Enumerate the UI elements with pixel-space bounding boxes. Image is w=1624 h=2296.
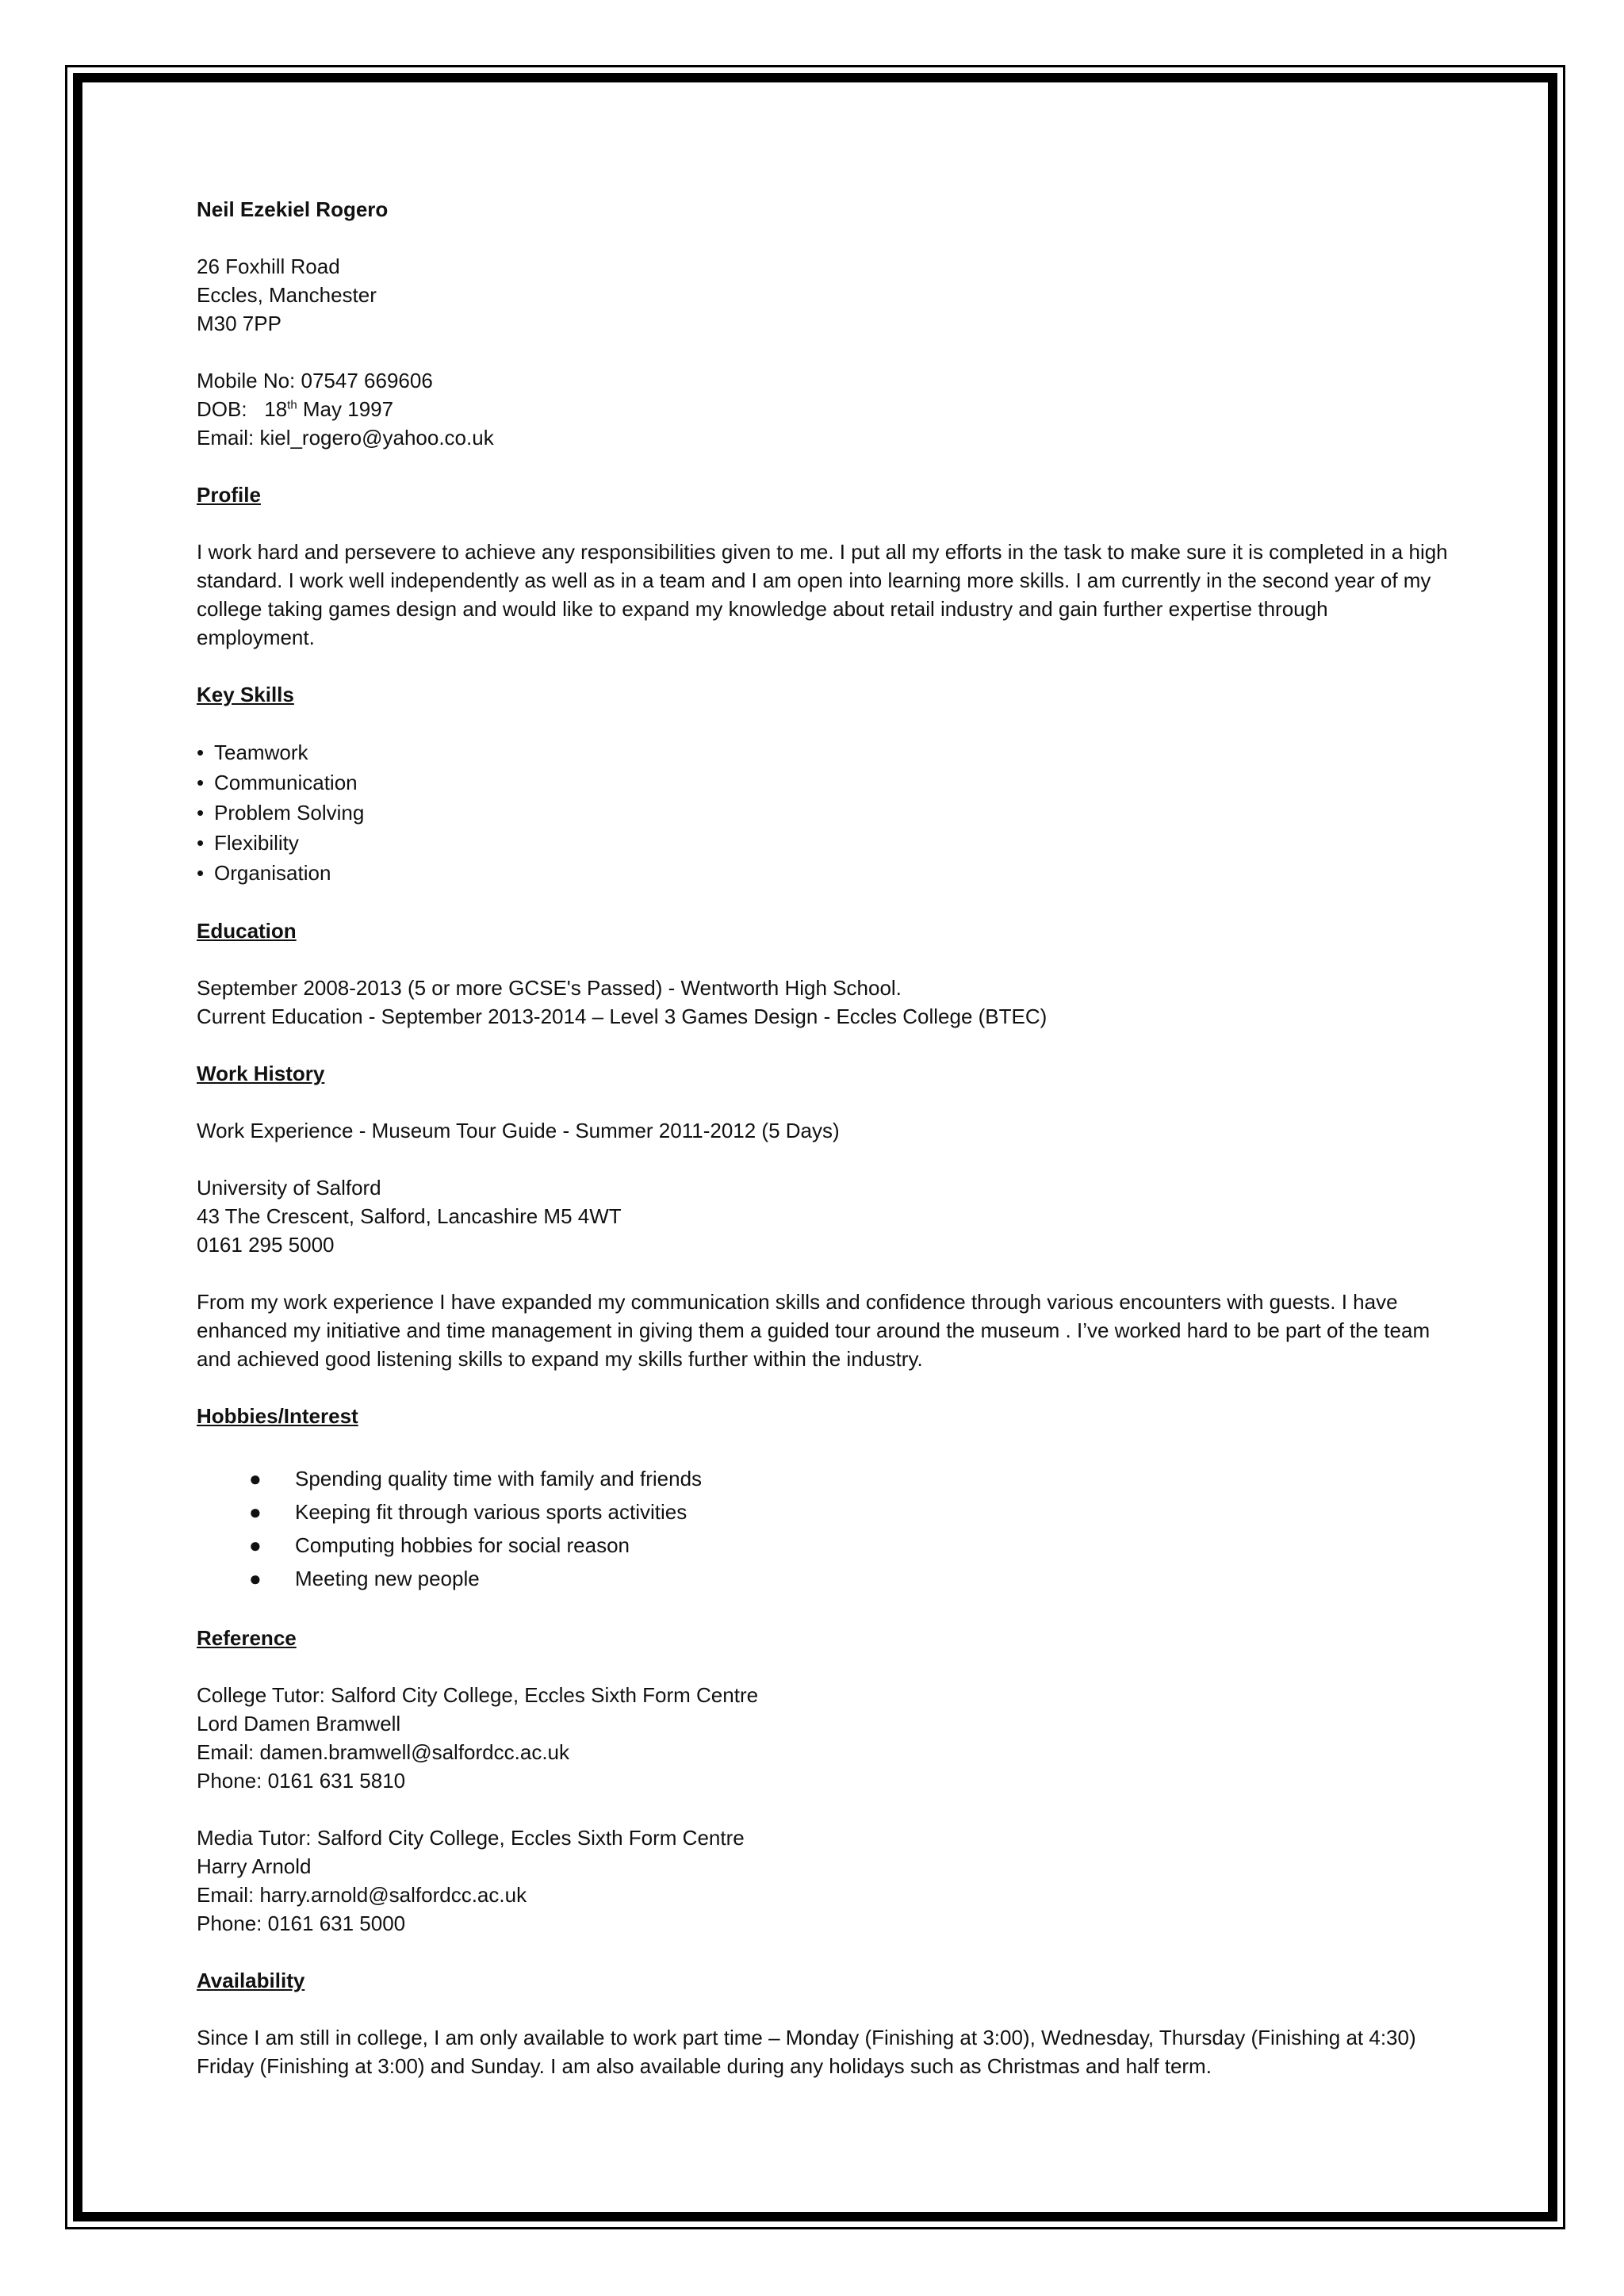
list-item bbox=[197, 1562, 1450, 1595]
reference-block bbox=[197, 1823, 1450, 1938]
list-item bbox=[197, 1495, 1450, 1529]
bullet-icon: • bbox=[197, 740, 205, 764]
education-heading: Education bbox=[197, 919, 297, 943]
reference-heading: Reference bbox=[197, 1626, 297, 1650]
list-item bbox=[197, 767, 1450, 798]
skill-label: Communication bbox=[214, 771, 358, 794]
list-item bbox=[197, 828, 1450, 858]
work-experience-title: Work Experience - Museum Tour Guide - Summer 2011-2012 (5 Days) bbox=[197, 1119, 840, 1142]
dob-month-year: May 1997 bbox=[297, 397, 394, 421]
date-of-birth bbox=[197, 395, 1450, 423]
bullet-icon: • bbox=[197, 771, 205, 794]
work-history-heading: Work History bbox=[197, 1062, 325, 1085]
bullet-icon: ● bbox=[249, 1567, 262, 1590]
bullet-icon: ● bbox=[249, 1500, 262, 1524]
skill-label: Flexibility bbox=[214, 831, 299, 855]
email-address: Email: kiel_rogero@yahoo.co.uk bbox=[197, 426, 494, 450]
key-skills-heading: Key Skills bbox=[197, 683, 294, 706]
hobby-label: Computing hobbies for social reason bbox=[295, 1533, 630, 1557]
address-line: M30 7PP bbox=[197, 312, 282, 335]
profile-text: I work hard and persevere to achieve any responsibilities given to me. I put all my efforts in the task to make sure it is completed in a high standard. I work well independently as well as in a team and I am open into learning more skills. I am currently in the second year of my college taking games design and would like to expand my knowledge about retail industry and gain further expertise through employment. bbox=[197, 540, 1448, 649]
skill-label: Problem Solving bbox=[214, 801, 365, 825]
reference-email: Email: harry.arnold@salfordcc.ac.uk bbox=[197, 1883, 527, 1907]
reference-phone: Phone: 0161 631 5810 bbox=[197, 1769, 406, 1793]
education-line: Current Education - September 2013-2014 – Level 3 Games Design - Eccles College (BTEC) bbox=[197, 1004, 1048, 1028]
address-line: 26 Foxhill Road bbox=[197, 254, 340, 278]
bullet-icon: • bbox=[197, 861, 205, 885]
hobby-label: Keeping fit through various sports activities bbox=[295, 1500, 688, 1524]
reference-block bbox=[197, 1681, 1450, 1795]
availability-heading: Availability bbox=[197, 1969, 305, 1992]
list-item bbox=[197, 858, 1450, 888]
reference-email: Email: damen.bramwell@salfordcc.ac.uk bbox=[197, 1740, 570, 1764]
list-item bbox=[197, 737, 1450, 767]
bullet-icon: ● bbox=[249, 1533, 262, 1557]
availability-text: Since I am still in college, I am only available to work part time – Monday (Finishing at 3:00), Wednesday, Thursday (Finishing at 4:30) Friday (Finishing at 3:00) and Sunday. I am also available during any holidays such as Christmas and half term. bbox=[197, 2026, 1416, 2078]
list-item bbox=[197, 1462, 1450, 1495]
mobile-number: Mobile No: 07547 669606 bbox=[197, 369, 433, 392]
dob-suffix: th bbox=[287, 398, 297, 412]
reference-name: Lord Damen Bramwell bbox=[197, 1712, 401, 1735]
hobbies-heading: Hobbies/Interest bbox=[197, 1404, 358, 1428]
reference-phone: Phone: 0161 631 5000 bbox=[197, 1911, 406, 1935]
education-line: September 2008-2013 (5 or more GCSE's Passed) - Wentworth High School. bbox=[197, 976, 902, 1000]
dob-day: DOB: 18 bbox=[197, 397, 288, 421]
list-item bbox=[197, 1529, 1450, 1562]
bullet-icon: • bbox=[197, 801, 205, 825]
profile-heading: Profile bbox=[197, 483, 261, 507]
address-block bbox=[197, 252, 1450, 338]
list-item bbox=[197, 798, 1450, 828]
skill-label: Organisation bbox=[214, 861, 331, 885]
contact-block bbox=[197, 366, 1450, 452]
employer-line: 0161 295 5000 bbox=[197, 1233, 335, 1257]
key-skills-list bbox=[197, 737, 1450, 888]
reference-org: Media Tutor: Salford City College, Eccles Sixth Form Centre bbox=[197, 1826, 745, 1850]
hobby-label: Meeting new people bbox=[295, 1567, 480, 1590]
reference-org: College Tutor: Salford City College, Eccles Sixth Form Centre bbox=[197, 1683, 759, 1707]
reference-name: Harry Arnold bbox=[197, 1854, 312, 1878]
address-line: Eccles, Manchester bbox=[197, 283, 377, 307]
employer-line: University of Salford bbox=[197, 1176, 381, 1200]
cv-document bbox=[197, 195, 1450, 2080]
skill-label: Teamwork bbox=[214, 740, 308, 764]
hobby-label: Spending quality time with family and friends bbox=[295, 1467, 703, 1490]
candidate-name: Neil Ezekiel Rogero bbox=[197, 197, 389, 221]
bullet-icon: • bbox=[197, 831, 205, 855]
bullet-icon: ● bbox=[249, 1467, 262, 1490]
employer-line: 43 The Crescent, Salford, Lancashire M5 4WT bbox=[197, 1204, 622, 1228]
hobbies-list bbox=[197, 1462, 1450, 1595]
work-experience-text: From my work experience I have expanded my communication skills and confidence through various encounters with guests. I have enhanced my initiative and time management in giving them a guided tour around the museum . I’ve worked hard to be part of the team and achieved good listening skills to expand my skills further within the industry. bbox=[197, 1290, 1431, 1371]
